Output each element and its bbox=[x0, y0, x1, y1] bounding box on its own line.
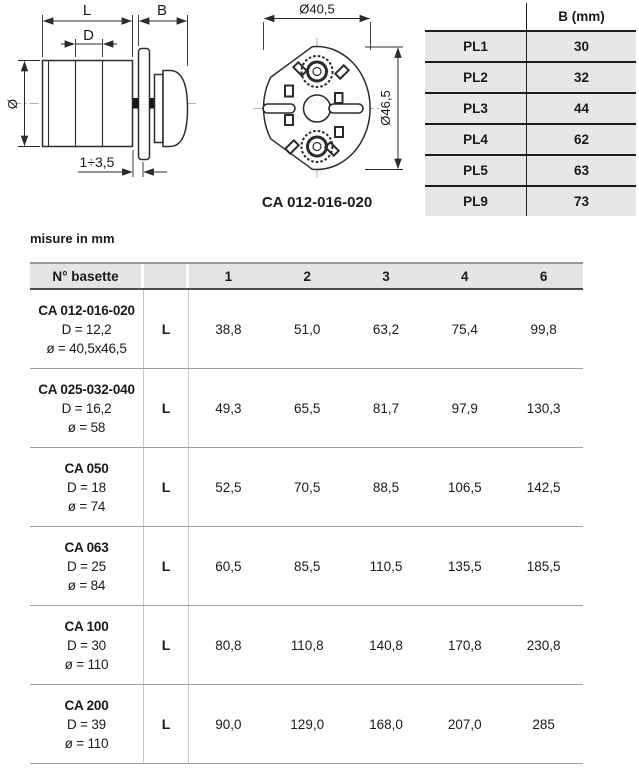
model-diameter: ø = 40,5x46,5 bbox=[46, 340, 127, 356]
front-view-drawing bbox=[225, 0, 425, 225]
header-col: 6 bbox=[539, 268, 548, 284]
model-cell: PL2 bbox=[425, 63, 527, 92]
model-name: CA 012-016-020 bbox=[38, 302, 135, 318]
model-d: D = 30 bbox=[67, 637, 106, 653]
model-diameter: ø = 74 bbox=[67, 498, 106, 514]
value-cell: 88,5 bbox=[372, 479, 400, 495]
model-cell: PL9 bbox=[425, 187, 527, 216]
l-cell: L bbox=[144, 290, 189, 368]
table-row bbox=[30, 606, 583, 685]
value-cell: 129,0 bbox=[290, 716, 325, 732]
value-cell: 62 bbox=[573, 132, 590, 147]
table-row bbox=[30, 369, 583, 448]
value-cell: 75,4 bbox=[451, 321, 478, 337]
header-empty-cell bbox=[144, 264, 189, 288]
value-cell: 99,8 bbox=[530, 321, 557, 337]
value-cell: 63 bbox=[573, 163, 590, 178]
b-table-header-row bbox=[425, 3, 636, 30]
model-d: D = 25 bbox=[67, 558, 106, 574]
l-cell: L bbox=[144, 369, 189, 447]
model-cell bbox=[30, 527, 144, 605]
model-cell: PL4 bbox=[425, 125, 527, 154]
model-name: CA 050 bbox=[64, 460, 109, 476]
model-cell bbox=[30, 369, 144, 447]
header-col: 2 bbox=[303, 268, 311, 284]
b-table-corner-cell bbox=[425, 3, 527, 30]
l-cell: L bbox=[144, 448, 189, 526]
table-row bbox=[425, 30, 636, 61]
dim-label-D: D bbox=[83, 27, 94, 44]
model-diameter: ø = 84 bbox=[67, 577, 106, 593]
value-cell: 130,3 bbox=[526, 400, 561, 416]
value-cell: 65,5 bbox=[294, 400, 321, 416]
header-col: 3 bbox=[382, 268, 390, 284]
value-cell: 170,8 bbox=[447, 637, 482, 653]
value-cell: 185,5 bbox=[526, 558, 561, 574]
value-cell: 110,8 bbox=[290, 637, 324, 653]
value-cell: 285 bbox=[532, 716, 555, 732]
model-cell bbox=[30, 448, 144, 526]
b-table-header-cell: B (mm) bbox=[558, 9, 605, 24]
value-cell: 230,8 bbox=[526, 637, 561, 653]
header-corner-cell: N° basette bbox=[30, 264, 144, 288]
value-cell: 51,0 bbox=[294, 321, 321, 337]
value-cell: 135,5 bbox=[447, 558, 482, 574]
basette-dimensions-table bbox=[30, 262, 583, 764]
value-cell: 85,5 bbox=[294, 558, 321, 574]
table-header-row bbox=[30, 262, 583, 290]
table-row bbox=[425, 185, 636, 216]
dim-label-46-5: Ø46,5 bbox=[378, 90, 393, 126]
table-row bbox=[30, 290, 583, 369]
value-cell: 44 bbox=[573, 101, 590, 116]
value-cell: 49,3 bbox=[215, 400, 242, 416]
value-cell: 38,8 bbox=[215, 321, 242, 337]
dim-label-diameter: Ø bbox=[5, 98, 20, 110]
value-cell: 81,7 bbox=[372, 400, 400, 416]
model-cell bbox=[30, 290, 144, 368]
b-dimension-table bbox=[425, 3, 636, 216]
dim-label-L: L bbox=[82, 2, 92, 19]
model-name: CA 100 bbox=[64, 618, 109, 634]
value-cell: 60,5 bbox=[215, 558, 242, 574]
value-cell: 142,5 bbox=[526, 479, 561, 495]
front-plate bbox=[133, 49, 155, 160]
value-cell: 97,9 bbox=[451, 400, 478, 416]
table-row bbox=[425, 154, 636, 185]
value-cell: 140,8 bbox=[369, 637, 403, 653]
value-cell: 106,5 bbox=[447, 479, 482, 495]
value-cell: 90,0 bbox=[215, 716, 242, 732]
model-diameter: ø = 58 bbox=[67, 419, 106, 435]
value-cell: 110,5 bbox=[369, 558, 403, 574]
model-cell: PL5 bbox=[425, 156, 527, 185]
model-d: D = 16,2 bbox=[61, 400, 112, 416]
model-diameter: ø = 110 bbox=[64, 735, 109, 751]
model-cell: PL1 bbox=[425, 32, 527, 61]
dim-label-40-5: Ø40,5 bbox=[299, 1, 335, 17]
model-name: CA 063 bbox=[64, 539, 109, 555]
table-row bbox=[425, 123, 636, 154]
value-cell: 63,2 bbox=[372, 321, 400, 337]
model-diameter: ø = 110 bbox=[64, 656, 109, 672]
header-col: 4 bbox=[461, 268, 469, 284]
value-cell: 32 bbox=[573, 70, 590, 85]
model-cell bbox=[30, 685, 144, 763]
model-name: CA 025-032-040 bbox=[38, 381, 135, 397]
value-cell: 52,5 bbox=[215, 479, 242, 495]
model-d: D = 39 bbox=[67, 716, 106, 732]
model-cell bbox=[30, 606, 144, 684]
value-cell: 73 bbox=[573, 194, 590, 209]
table-row bbox=[425, 92, 636, 123]
handle-knob bbox=[155, 71, 188, 147]
l-cell: L bbox=[144, 685, 189, 763]
model-name: CA 200 bbox=[64, 697, 109, 713]
dim-label-gap: 1÷3,5 bbox=[79, 154, 115, 170]
model-cell: PL3 bbox=[425, 94, 527, 123]
table-row bbox=[425, 61, 636, 92]
switch-body bbox=[43, 61, 133, 147]
table-row bbox=[30, 685, 583, 764]
table-row bbox=[30, 527, 583, 606]
dim-label-B: B bbox=[156, 2, 168, 19]
front-view-caption: CA 012-016-020 bbox=[261, 194, 373, 211]
table-row bbox=[30, 448, 583, 527]
l-cell: L bbox=[144, 606, 189, 684]
value-cell: 207,0 bbox=[447, 716, 482, 732]
model-d: D = 18 bbox=[67, 479, 106, 495]
l-cell: L bbox=[144, 527, 189, 605]
value-cell: 70,5 bbox=[294, 479, 321, 495]
units-note: misure in mm bbox=[30, 231, 115, 246]
model-d: D = 12,2 bbox=[61, 321, 112, 337]
value-cell: 80,8 bbox=[215, 637, 242, 653]
side-view-drawing bbox=[0, 0, 230, 220]
header-col: 1 bbox=[224, 268, 233, 284]
value-cell: 168,0 bbox=[369, 716, 403, 732]
value-cell: 30 bbox=[573, 39, 590, 54]
